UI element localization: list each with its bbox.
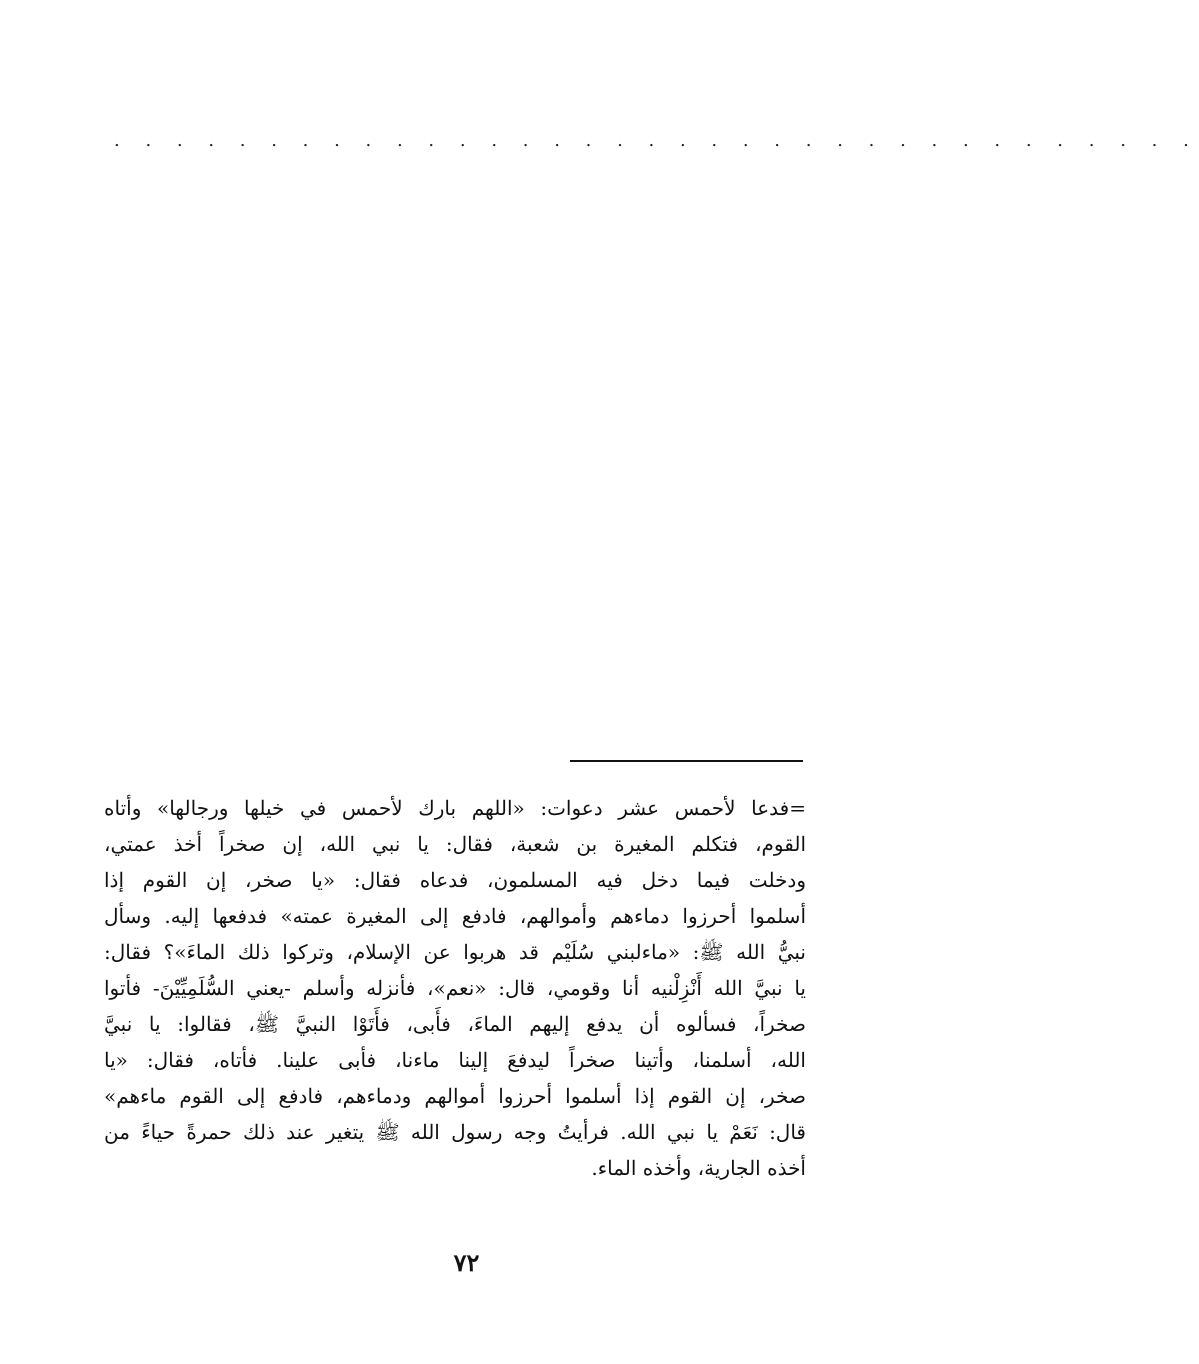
footnote-line: نبيُّ الله ﷺ: «ماءلبني سُلَيْم قد هربوا عن الإسلام، وتركوا ذلك الماءَ»؟ فقال: [104,940,806,964]
footnote-line: صخر، إن القوم إذا أسلموا أحرزوا أموالهم ودماءهم، فادفع إلى القوم ماءهم» [104,1084,806,1108]
dotted-separator: . . . . . . . . . . . . . . . . . . . . . . . . . . . . . . . . . . . [114,130,1199,151]
footnote-line: أسلموا أحرزوا دماءهم وأموالهم، فادفع إلى المغيرة عمته» فدفعها إليه. وسأل [104,904,807,928]
footnote-rule [570,760,803,762]
footnote-line: ودخلت فيما دخل فيه المسلمون، فدعاه فقال: «يا صخر، إن القوم إذا [104,868,806,892]
footnote-line: الله، أسلمنا، وأتينا صخراً ليدفعَ إلينا ماءنا، فأبى علينا. فأتاه، فقال: «يا [104,1048,806,1072]
footnote-line: أخذه الجارية، وأخذه الماء. [591,1156,806,1180]
footnote-line: يا نبيَّ الله أَنْزِلْنيه أنا وقومي، قال: «نعم»، فأنزله وأسلم -يعني السُّلَمِيِّيْنَ- فأتوا [104,976,806,1000]
footnote-line: قال: نَعَمْ يا نبي الله. فرأيتُ وجه رسول الله ﷺ يتغير عند ذلك حمرةً حياءً من [104,1120,806,1144]
footnote-line: القوم، فتكلم المغيرة بن شعبة، فقال: يا نبي الله، إن صخراً أخذ عمتي، [104,832,806,856]
page-number: ٧٢ [453,1248,480,1277]
footnote-line: =فدعا لأحمس عشر دعوات: «اللهم بارك لأحمس في خيلها ورجالها» وأتاه [104,796,806,820]
footnote-text [104,790,806,1186]
footnote-line: صخراً، فسألوه أن يدفع إليهم الماءَ، فأَبى، فأَتَوْا النبيَّ ﷺ، فقالوا: يا نبيَّ [104,1012,806,1036]
